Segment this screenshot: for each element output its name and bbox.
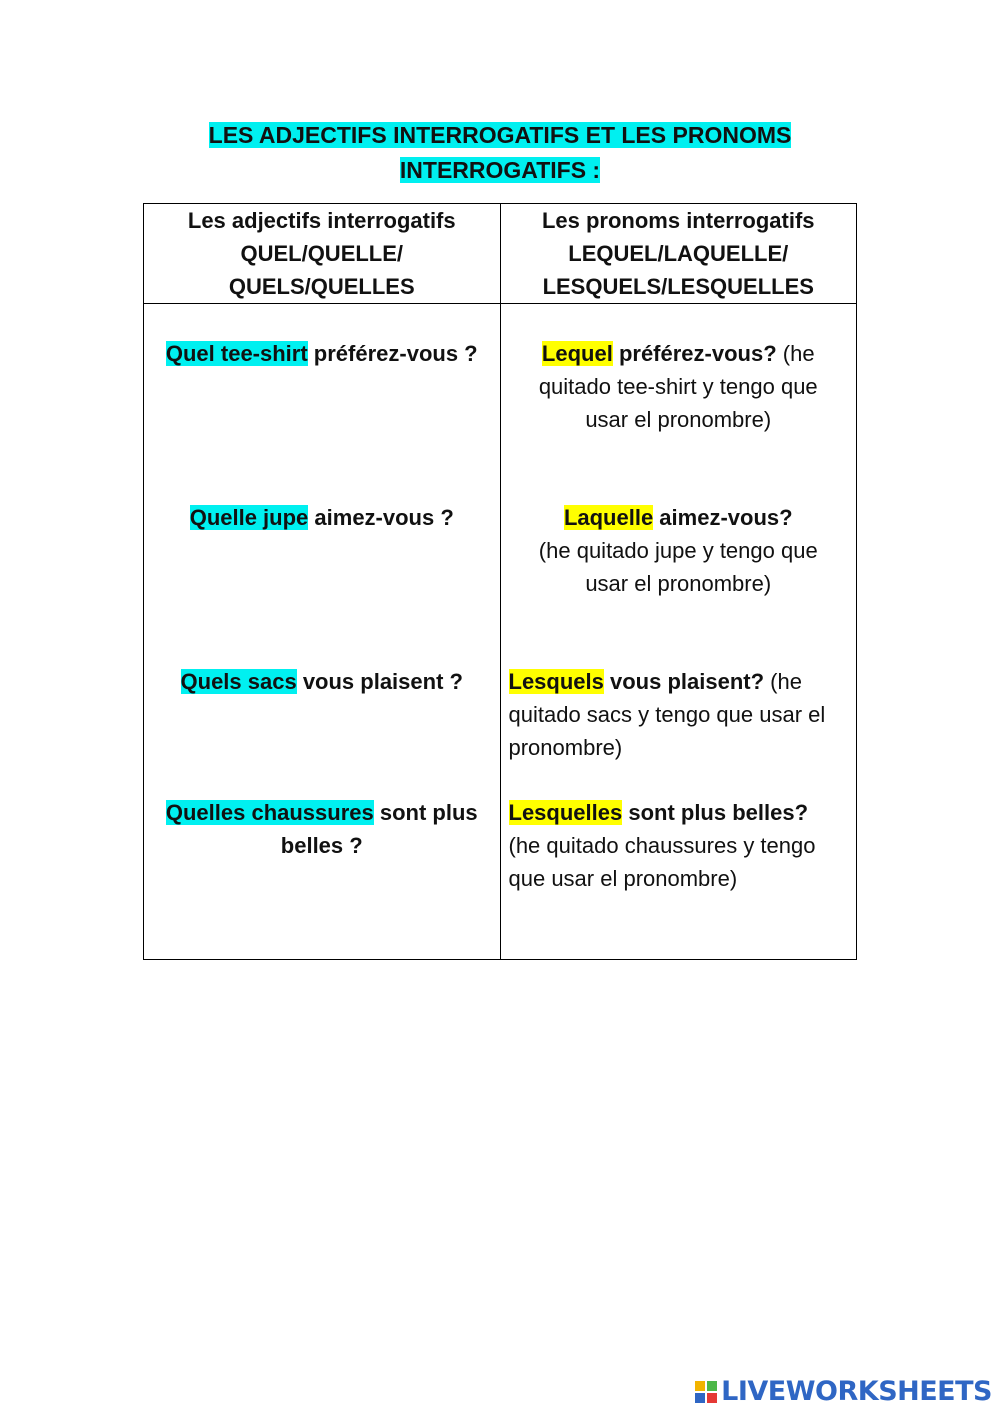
adjective-example-3: Quels sacs vous plaisent ? [180, 669, 463, 694]
brand-name: LIVEWORKSHEETS [721, 1376, 992, 1407]
title-line-1: LES ADJECTIFS INTERROGATIFS ET LES PRONOMS [208, 122, 792, 148]
grammar-table [143, 203, 857, 960]
page-title [100, 118, 900, 188]
adjective-example-2: Quelle jupe aimez-vous ? [189, 505, 454, 530]
adjective-example-4: Quelles chaussures sont plus belles ? [165, 800, 478, 858]
table-header-row [144, 204, 857, 304]
title-line-2: INTERROGATIFS : [399, 157, 601, 183]
table-body-row [144, 304, 857, 960]
header-adjectives: Les adjectifs interrogatifs QUEL/QUELLE/ QUELS/QUELLES [144, 204, 501, 304]
pronoun-example-4: Lesquelles sont plus belles? (he quitado chaussures y tengo que usar el pronombre) [508, 800, 816, 891]
adjectives-column [144, 304, 501, 960]
logo-mark-icon [695, 1381, 717, 1403]
pronouns-column [500, 304, 857, 960]
liveworksheets-logo [695, 1376, 992, 1407]
pronoun-example-3: Lesquels vous plaisent? (he quitado sacs y tengo que usar el pronombre) [508, 669, 826, 760]
pronoun-example-2: Laquelle aimez-vous? (he quitado jupe y tengo que usar el pronombre) [538, 505, 818, 596]
header-pronouns: Les pronoms interrogatifs LEQUEL/LAQUELLE/ LESQUELS/LESQUELLES [500, 204, 857, 304]
pronoun-example-1: Lequel préférez-vous? (he quitado tee-shirt y tengo que usar el pronombre) [538, 341, 818, 432]
adjective-example-1: Quel tee-shirt préférez-vous ? [165, 341, 478, 366]
